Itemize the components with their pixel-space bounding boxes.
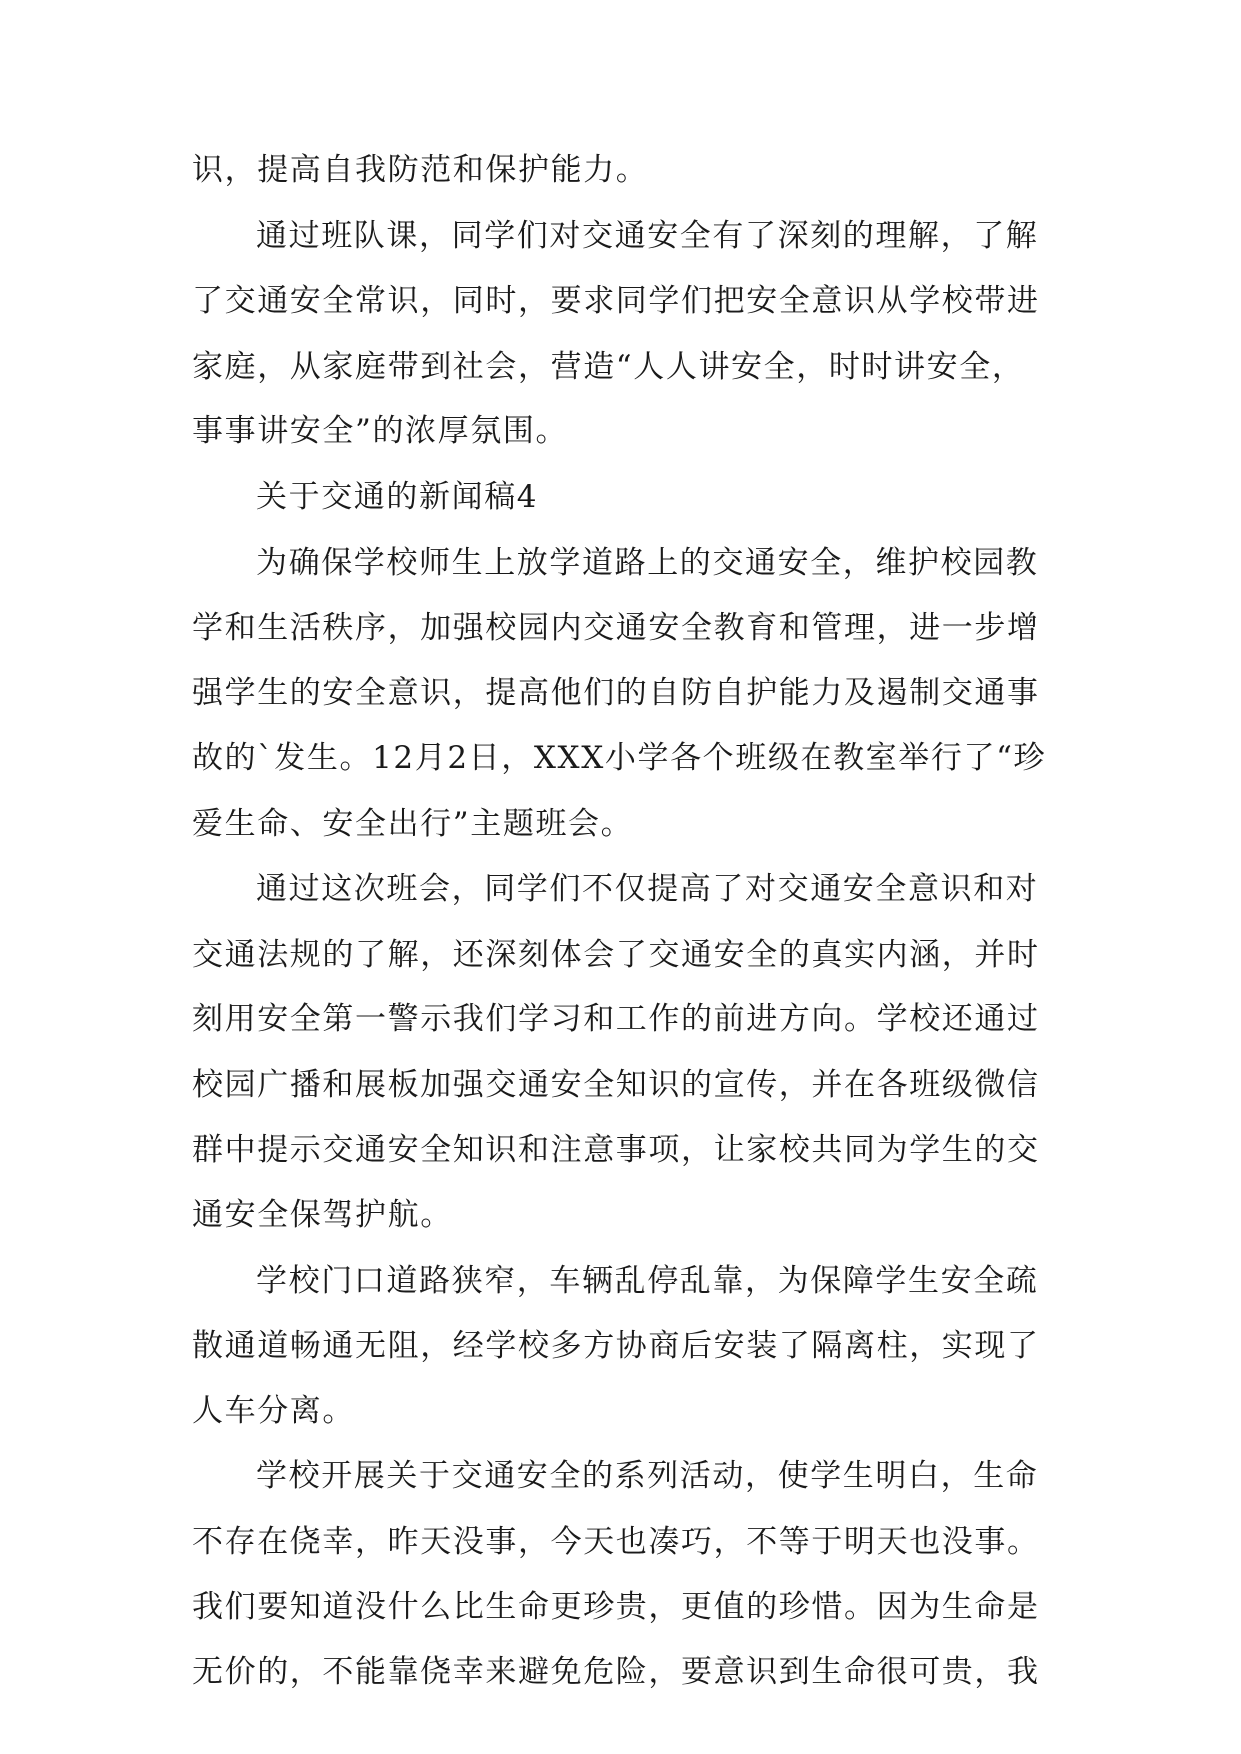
paragraph-line: 爱生命、安全出行”主题班会。 <box>192 806 634 842</box>
paragraph-line: 刻用安全第一警示我们学习和工作的前进方向。学校还通过 <box>192 1001 1040 1037</box>
paragraph-line: 学和生活秩序，加强校园内交通安全教育和管理，进一步增 <box>192 610 1040 646</box>
paragraph-line: 无价的，不能靠侥幸来避免危险，要意识到生命很可贵，我 <box>192 1654 1040 1690</box>
paragraph-line: 了交通安全常识，同时，要求同学们把安全意识从学校带进 <box>192 283 1040 319</box>
paragraph-line: 人车分离。 <box>192 1393 355 1429</box>
paragraph-line: 为确保学校师生上放学道路上的交通安全，维护校园教 <box>256 545 1039 581</box>
paragraph-line: 学校门口道路狭窄，车辆乱停乱靠，为保障学生安全疏 <box>256 1263 1039 1299</box>
paragraph-line: 学校开展关于交通安全的系列活动，使学生明白，生命 <box>256 1458 1039 1494</box>
paragraph-line: 通安全保驾护航。 <box>192 1197 453 1233</box>
paragraph-line: 事事讲安全”的浓厚氛围。 <box>192 413 569 449</box>
paragraph-line: 家庭，从家庭带到社会，营造“人人讲安全，时时讲安全， <box>192 349 1025 385</box>
paragraph-line: 校园广播和展板加强交通安全知识的宣传，并在各班级微信 <box>192 1067 1040 1103</box>
paragraph-line: 通过班队课，同学们对交通安全有了深刻的理解，了解 <box>256 218 1039 254</box>
paragraph-line: 交通法规的了解，还深刻体会了交通安全的真实内涵，并时 <box>192 937 1040 973</box>
paragraph-line: 故的`发生。12月2日，XXX小学各个班级在教室举行了“珍 <box>192 740 1047 776</box>
paragraph-line: 散通道畅通无阻，经学校多方协商后安装了隔离柱，实现了 <box>192 1328 1040 1364</box>
paragraph-line: 通过这次班会，同学们不仅提高了对交通安全意识和对 <box>256 871 1039 907</box>
paragraph-line: 强学生的安全意识，提高他们的自防自护能力及遏制交通事 <box>192 675 1040 711</box>
section-heading: 关于交通的新闻稿4 <box>256 479 539 515</box>
paragraph-line: 我们要知道没什么比生命更珍贵，更值的珍惜。因为生命是 <box>192 1589 1040 1625</box>
paragraph-line: 群中提示交通安全知识和注意事项，让家校共同为学生的交 <box>192 1132 1040 1168</box>
paragraph-line: 识，提高自我防范和保护能力。 <box>192 152 649 188</box>
paragraph-line: 不存在侥幸，昨天没事，今天也凑巧，不等于明天也没事。 <box>192 1524 1040 1560</box>
